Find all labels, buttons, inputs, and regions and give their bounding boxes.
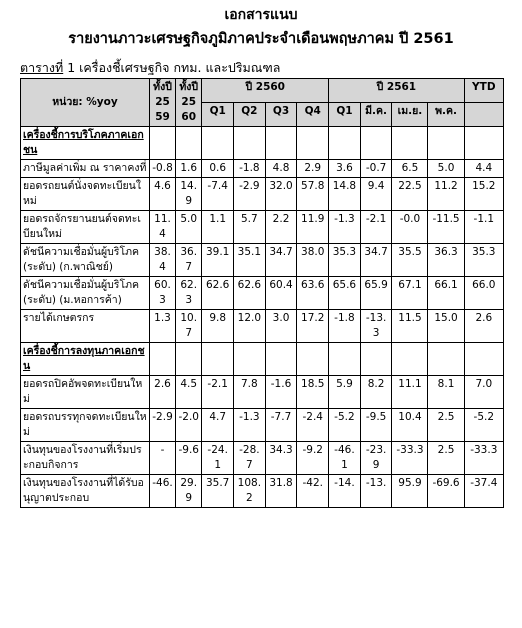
row-label: ภาษีมูลค่าเพิ่ม ณ ราคาคงที่: [21, 160, 150, 178]
value-cell: 18.5: [297, 376, 329, 409]
value-cell: 60.3: [149, 277, 175, 310]
value-cell: 4.8: [265, 160, 297, 178]
value-cell: 3.0: [265, 310, 297, 343]
value-cell: -11.5: [428, 211, 464, 244]
value-cell: -0.0: [392, 211, 428, 244]
value-cell: 11.9: [297, 211, 329, 244]
value-cell: 2.6: [149, 376, 175, 409]
value-cell: 4.5: [176, 376, 202, 409]
value-cell: 1.6: [176, 160, 202, 178]
empty-cell: [176, 127, 202, 160]
value-cell: 63.6: [297, 277, 329, 310]
empty-cell: [360, 343, 392, 376]
caption-prefix: ตารางที่: [20, 60, 64, 75]
document-title: เอกสารแนบ: [224, 7, 298, 23]
table-row: [21, 244, 504, 277]
value-cell: -13.: [360, 475, 392, 508]
value-cell: 11.1: [392, 376, 428, 409]
value-cell: 9.4: [360, 178, 392, 211]
value-cell: 2.5: [428, 409, 464, 442]
header-year-2560: ทั้งปี 2560: [176, 79, 202, 127]
value-cell: 2.5: [428, 442, 464, 475]
value-cell: 35.1: [234, 244, 266, 277]
value-cell: 108.2: [234, 475, 266, 508]
value-cell: -2.0: [176, 409, 202, 442]
header-group-2560: ปี 2560: [202, 79, 329, 103]
value-cell: 11.2: [428, 178, 464, 211]
value-cell: 22.5: [392, 178, 428, 211]
row-label: ดัชนีความเชื่อมั่นผู้บริโภค (ระดับ) (ม.หอการค้า): [21, 277, 150, 310]
value-cell: 0.6: [202, 160, 234, 178]
header-2560-q4: Q4: [297, 103, 329, 127]
value-cell: 39.1: [202, 244, 234, 277]
row-label: ดัชนีความเชื่อมั่นผู้บริโภค (ระดับ) (ก.พาณิชย์): [21, 244, 150, 277]
value-cell: 17.2: [297, 310, 329, 343]
table-row: [21, 310, 504, 343]
value-cell: 5.7: [234, 211, 266, 244]
empty-cell: [464, 127, 503, 160]
value-cell: 35.7: [202, 475, 234, 508]
value-cell: -: [149, 442, 175, 475]
row-label: ยอดรถจักรยานยนต์จดทะเบียนใหม่: [21, 211, 150, 244]
row-label: ยอดรถปิคอัพจดทะเบียนใหม่: [21, 376, 150, 409]
value-cell: -46.: [149, 475, 175, 508]
value-cell: -33.3: [464, 442, 503, 475]
value-cell: 29.9: [176, 475, 202, 508]
value-cell: 62.3: [176, 277, 202, 310]
header-2560-q2: Q2: [234, 103, 266, 127]
header-2561-apr: เม.ย.: [392, 103, 428, 127]
empty-cell: [464, 343, 503, 376]
value-cell: -37.4: [464, 475, 503, 508]
empty-cell: [329, 343, 361, 376]
value-cell: -0.7: [360, 160, 392, 178]
value-cell: 60.4: [265, 277, 297, 310]
row-label: ยอดรถบรรทุกจดทะเบียนใหม่: [21, 409, 150, 442]
value-cell: -33.3: [392, 442, 428, 475]
value-cell: 36.7: [176, 244, 202, 277]
caption-rest: 1 เครื่องชี้เศรษฐกิจ กทม. และปริมณฑล: [63, 60, 281, 75]
value-cell: 5.0: [176, 211, 202, 244]
header-2560-q1: Q1: [202, 103, 234, 127]
table-row: [21, 376, 504, 409]
value-cell: 66.0: [464, 277, 503, 310]
section-title: เครื่องชี้การลงทุนภาคเอกชน: [21, 343, 150, 376]
value-cell: -2.9: [234, 178, 266, 211]
empty-cell: [202, 343, 234, 376]
value-cell: 65.6: [329, 277, 361, 310]
value-cell: 67.1: [392, 277, 428, 310]
header-2561-mar: มี.ค.: [360, 103, 392, 127]
value-cell: -28.7: [234, 442, 266, 475]
value-cell: 4.4: [464, 160, 503, 178]
value-cell: -1.6: [265, 376, 297, 409]
header-row-1: [21, 79, 504, 103]
value-cell: 10.7: [176, 310, 202, 343]
value-cell: 34.3: [265, 442, 297, 475]
value-cell: -42.: [297, 475, 329, 508]
empty-cell: [202, 127, 234, 160]
value-cell: 2.6: [464, 310, 503, 343]
value-cell: -23.9: [360, 442, 392, 475]
empty-cell: [149, 127, 175, 160]
value-cell: 7.0: [464, 376, 503, 409]
empty-cell: [149, 343, 175, 376]
value-cell: 35.5: [392, 244, 428, 277]
value-cell: -0.8: [149, 160, 175, 178]
table-row: [21, 211, 504, 244]
value-cell: 3.6: [329, 160, 361, 178]
table-row: [21, 277, 504, 310]
empty-cell: [329, 127, 361, 160]
value-cell: 38.0: [297, 244, 329, 277]
value-cell: -9.2: [297, 442, 329, 475]
value-cell: 35.3: [464, 244, 503, 277]
value-cell: -1.8: [234, 160, 266, 178]
empty-cell: [176, 343, 202, 376]
empty-cell: [360, 127, 392, 160]
value-cell: -2.1: [202, 376, 234, 409]
value-cell: 34.7: [265, 244, 297, 277]
table-row: [21, 409, 504, 442]
empty-cell: [234, 127, 266, 160]
document-subtitle: รายงานภาวะเศรษฐกิจภูมิภาคประจำเดือนพฤษภาคม ปี 2561: [68, 31, 454, 47]
value-cell: 5.0: [428, 160, 464, 178]
header-ytd: YTD: [464, 79, 503, 103]
value-cell: -5.2: [329, 409, 361, 442]
header-group-2561: ปี 2561: [329, 79, 464, 103]
value-cell: 9.8: [202, 310, 234, 343]
value-cell: 57.8: [297, 178, 329, 211]
section-header-row: [21, 343, 504, 376]
value-cell: -9.5: [360, 409, 392, 442]
value-cell: 1.3: [149, 310, 175, 343]
value-cell: -5.2: [464, 409, 503, 442]
value-cell: 32.0: [265, 178, 297, 211]
empty-cell: [297, 343, 329, 376]
table-row: [21, 178, 504, 211]
empty-cell: [265, 343, 297, 376]
value-cell: 11.4: [149, 211, 175, 244]
value-cell: 5.9: [329, 376, 361, 409]
empty-cell: [234, 343, 266, 376]
empty-cell: [392, 127, 428, 160]
value-cell: -46.1: [329, 442, 361, 475]
value-cell: -7.7: [265, 409, 297, 442]
empty-cell: [392, 343, 428, 376]
table-row: [21, 475, 504, 508]
value-cell: 35.3: [329, 244, 361, 277]
value-cell: 65.9: [360, 277, 392, 310]
value-cell: 31.8: [265, 475, 297, 508]
table-row: [21, 442, 504, 475]
value-cell: -2.4: [297, 409, 329, 442]
value-cell: 4.6: [149, 178, 175, 211]
table-row: [21, 160, 504, 178]
header-year-2559: ทั้งปี 2559: [149, 79, 175, 127]
empty-cell: [428, 127, 464, 160]
value-cell: 7.8: [234, 376, 266, 409]
value-cell: 62.6: [234, 277, 266, 310]
value-cell: 1.1: [202, 211, 234, 244]
empty-cell: [265, 127, 297, 160]
header-ytd-blank: [464, 103, 503, 127]
table-body: [21, 127, 504, 508]
indicator-table: [20, 78, 504, 508]
header-2560-q3: Q3: [265, 103, 297, 127]
value-cell: 12.0: [234, 310, 266, 343]
value-cell: 4.7: [202, 409, 234, 442]
value-cell: -14.: [329, 475, 361, 508]
value-cell: 11.5: [392, 310, 428, 343]
value-cell: -1.3: [234, 409, 266, 442]
table-caption: [20, 60, 280, 76]
value-cell: -69.6: [428, 475, 464, 508]
row-label: รายได้เกษตรกร: [21, 310, 150, 343]
value-cell: 62.6: [202, 277, 234, 310]
value-cell: 8.1: [428, 376, 464, 409]
unit-header: หน่วย: %yoy: [21, 79, 150, 127]
value-cell: 10.4: [392, 409, 428, 442]
empty-cell: [428, 343, 464, 376]
value-cell: -1.1: [464, 211, 503, 244]
value-cell: -13.3: [360, 310, 392, 343]
value-cell: 2.9: [297, 160, 329, 178]
value-cell: 36.3: [428, 244, 464, 277]
value-cell: 38.4: [149, 244, 175, 277]
value-cell: -7.4: [202, 178, 234, 211]
value-cell: 66.1: [428, 277, 464, 310]
value-cell: 2.2: [265, 211, 297, 244]
header-2561-q1: Q1: [329, 103, 361, 127]
value-cell: 14.8: [329, 178, 361, 211]
value-cell: -1.8: [329, 310, 361, 343]
value-cell: -9.6: [176, 442, 202, 475]
row-label: ยอดรถยนต์นั่งจดทะเบียนใหม่: [21, 178, 150, 211]
value-cell: -2.1: [360, 211, 392, 244]
value-cell: -2.9: [149, 409, 175, 442]
value-cell: -1.3: [329, 211, 361, 244]
section-header-row: [21, 127, 504, 160]
section-title: เครื่องชี้การบริโภคภาคเอกชน: [21, 127, 150, 160]
value-cell: 15.2: [464, 178, 503, 211]
row-label: เงินทุนของโรงงานที่เริ่มประกอบกิจการ: [21, 442, 150, 475]
value-cell: 14.9: [176, 178, 202, 211]
value-cell: 8.2: [360, 376, 392, 409]
row-label: เงินทุนของโรงงานที่ได้รับอนุญาตประกอบ: [21, 475, 150, 508]
header-2561-may: พ.ค.: [428, 103, 464, 127]
value-cell: 15.0: [428, 310, 464, 343]
value-cell: 6.5: [392, 160, 428, 178]
value-cell: 34.7: [360, 244, 392, 277]
value-cell: -24.1: [202, 442, 234, 475]
value-cell: 95.9: [392, 475, 428, 508]
empty-cell: [297, 127, 329, 160]
